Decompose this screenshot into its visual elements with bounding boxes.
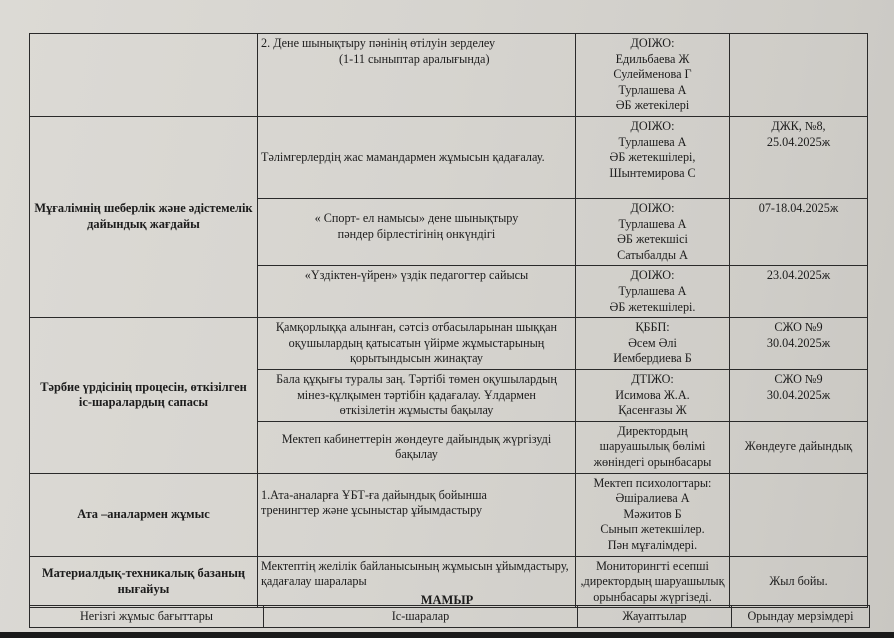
activity-cell xyxy=(258,198,576,265)
table-row xyxy=(30,318,868,370)
responsible-line: Сатыбалды А xyxy=(617,247,688,262)
responsible-line: ӘБ жетекшісі xyxy=(617,232,688,247)
responsible-line: Пән мұғалімдері. xyxy=(607,538,698,553)
activity-line: Тәлімгерлердің жас мамандармен жұмысын қадағалау. xyxy=(261,149,545,164)
activity-cell xyxy=(258,318,576,370)
responsible-line: ДОІЖО: xyxy=(630,268,675,283)
deadline-line: Жыл бойы. xyxy=(769,574,828,589)
deadline-cell xyxy=(730,34,868,117)
activity-line: мінез-құлқымен тәртібін қадағалау. Ұлдармен xyxy=(297,387,536,402)
direction-cell: Ата –аналармен жұмыс xyxy=(30,473,258,556)
responsible-line: Иембердиева Б xyxy=(613,351,692,366)
direction-cell: Материалдық-техникалық базаның нығайуы xyxy=(30,556,258,608)
deadline-line: 25.04.2025ж xyxy=(766,134,831,149)
responsible-line: Турлашева А xyxy=(618,82,687,97)
responsible-line: Исимова Ж.А. xyxy=(615,387,690,402)
activity-line: 1.Ата-аналарға ҰБТ-ға дайындық бойынша xyxy=(261,487,487,502)
direction-cell xyxy=(30,34,258,117)
header-deadlines: Орындау мерзімдері xyxy=(732,606,870,628)
responsible-line: шаруашылық бөлімі xyxy=(599,439,706,454)
direction-cell: Мұғалімнің шеберлік және әдістемелік дайындық жағдайы xyxy=(30,116,258,317)
responsible-line: ӘБ жетекшілері. xyxy=(609,299,696,314)
deadline-cell xyxy=(730,369,868,421)
responsible-cell xyxy=(576,473,730,556)
activity-line: өткізілетін жұмысты бақылау xyxy=(339,403,494,418)
responsible-cell xyxy=(576,421,730,473)
direction-cell: Тәрбие үрдісінің процесін, өткізілген іс-шаралардың сапасы xyxy=(30,318,258,474)
responsible-line: Турлашева А xyxy=(618,216,687,231)
header-responsible: Жауаптылар xyxy=(578,606,732,628)
responsible-line: Мектеп психологтары: xyxy=(593,475,712,490)
responsible-cell xyxy=(576,116,730,198)
responsible-cell xyxy=(576,34,730,117)
responsible-line: Турлашева А xyxy=(618,283,687,298)
activity-line: (1-11 сыныптар аралығында) xyxy=(339,51,490,66)
next-section-header-table xyxy=(29,605,870,628)
responsible-cell xyxy=(576,198,730,265)
deadline-line: ДЖК, №8, xyxy=(771,118,826,133)
deadline-line: СЖО №9 xyxy=(774,320,823,335)
activity-line: пәндер бірлестігінің онкүндігі xyxy=(337,226,496,241)
responsible-cell xyxy=(576,318,730,370)
activity-line: « Спорт- ел намысы» дене шынықтыру xyxy=(314,210,519,225)
activity-line: «Үздіктен-үйрен» үздік педагогтер сайысы xyxy=(304,268,529,283)
photo-bottom-edge xyxy=(0,632,894,638)
deadline-line: 23.04.2025ж xyxy=(766,268,831,283)
responsible-line: ДОІЖО: xyxy=(630,36,675,50)
deadline-line: Жөндеуге дайындық xyxy=(744,439,853,454)
responsible-line: Турлашева А xyxy=(618,134,687,149)
activity-cell xyxy=(258,116,576,198)
activity-line: қорытындысын жинақтау xyxy=(349,351,484,366)
responsible-cell xyxy=(576,369,730,421)
responsible-line: ҚББП: xyxy=(635,320,670,335)
deadline-line: 07-18.04.2025ж xyxy=(758,200,839,215)
deadline-cell xyxy=(730,198,868,265)
activity-line: Мектеп кабинеттерін жөндеуге дайындық жүргізуді xyxy=(281,431,552,446)
responsible-line: ӘБ жетекшілері, xyxy=(609,150,696,165)
activity-line: Қамқорлыққа алынған, сәтсіз отбасыларынан шыққан xyxy=(275,320,558,335)
responsible-line: Сулейменова Г xyxy=(613,67,692,82)
deadline-line: 30.04.2025ж xyxy=(766,387,831,402)
responsible-line: ДОІЖО: xyxy=(630,118,675,133)
plan-document xyxy=(29,33,867,608)
responsible-line: Әшіралиева А xyxy=(615,491,690,506)
section-title: МАМЫР xyxy=(420,593,474,607)
activity-line: 2. Дене шынықтыру пәнінің өтілуін зерделеу xyxy=(261,36,496,50)
responsible-cell xyxy=(576,266,730,318)
work-plan-table xyxy=(29,33,868,608)
responsible-line: Директордың xyxy=(617,423,688,438)
header-activities: Іс-шаралар xyxy=(264,606,578,628)
responsible-line: ӘБ жетекілері xyxy=(615,98,690,113)
responsible-line: жөніндегі орынбасары xyxy=(593,454,712,469)
responsible-line: Шынтемирова С xyxy=(609,165,696,180)
activity-line: қадағалау шаралары xyxy=(261,574,367,589)
activity-cell xyxy=(258,369,576,421)
responsible-line: ДОІЖО: xyxy=(630,200,675,215)
responsible-line: ДТІЖО: xyxy=(631,371,674,386)
activity-line: Мектептің желілік байланысының жұмысын ұйымдастыру, xyxy=(261,558,569,573)
header-row xyxy=(30,606,870,628)
table-row xyxy=(30,116,868,198)
responsible-line: Едильбаева Ж xyxy=(615,51,690,66)
activity-cell xyxy=(258,34,576,117)
activity-line: оқушылардың қатысатын үйірме жұмыстарының xyxy=(288,335,545,350)
activity-cell xyxy=(258,266,576,318)
deadline-cell xyxy=(730,116,868,198)
deadline-line: 30.04.2025ж xyxy=(766,335,831,350)
responsible-line: орынбасары жүргізеді. xyxy=(593,589,712,604)
deadline-cell xyxy=(730,421,868,473)
responsible-line: Әсем Әлі xyxy=(628,335,677,350)
header-directions: Негізгі жұмыс бағыттары xyxy=(30,606,264,628)
activity-line: Бала құқығы туралы заң. Тәртібі төмен оқушылардың xyxy=(276,371,557,386)
responsible-line: ,директордың шаруашылық xyxy=(580,574,725,589)
deadline-cell xyxy=(730,473,868,556)
deadline-line: СЖО №9 xyxy=(774,371,823,386)
table-row xyxy=(30,473,868,556)
responsible-line: Мониторингті есепші xyxy=(596,558,709,573)
activity-cell xyxy=(258,473,576,556)
responsible-line: Қасенғазы Ж xyxy=(618,403,687,418)
responsible-line: Мәжитов Б xyxy=(623,506,682,521)
deadline-cell xyxy=(730,266,868,318)
activity-line: тренингтер және ұсыныстар ұйымдастыру xyxy=(261,503,483,518)
table-row xyxy=(30,34,868,117)
activity-line: бақылау xyxy=(395,447,438,462)
activity-cell xyxy=(258,421,576,473)
deadline-cell xyxy=(730,318,868,370)
responsible-line: Сынып жетекшілер. xyxy=(600,522,705,537)
